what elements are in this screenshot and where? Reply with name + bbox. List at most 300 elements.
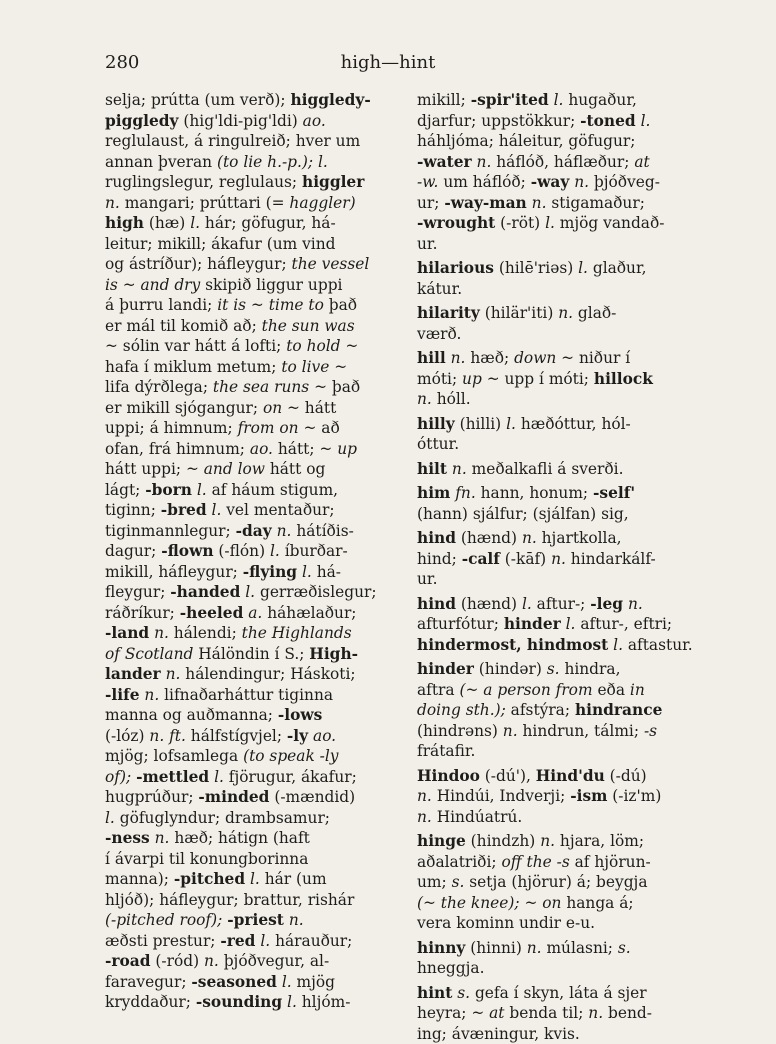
text-line [417, 680, 719, 701]
definition-text: ing; ávæningur, kvis. [417, 1025, 580, 1043]
definition-text: skipið liggur uppi [200, 276, 342, 294]
text-line [417, 279, 719, 300]
italic-text: of Scotland [105, 645, 193, 663]
definition-text: selja; prútta (um verð); [105, 91, 290, 109]
definition-text: glaður, [588, 259, 647, 277]
definition-text: um háflóð; [438, 173, 530, 191]
text-line [417, 369, 719, 390]
italic-text: l. [245, 583, 255, 601]
definition-text: lágt; [105, 481, 145, 499]
headword: -water [417, 153, 472, 171]
text-line [105, 541, 405, 562]
italic-text: n. [144, 686, 159, 704]
definition-text: setja (hjörur) á; beygja [464, 873, 647, 891]
definition-text: af háum stigum, [207, 481, 338, 499]
italic-text: l. [554, 91, 564, 109]
definition-text: mangari; prúttari ( [120, 194, 272, 212]
text-line [417, 549, 719, 570]
definition-text: (hænd) [456, 529, 522, 547]
definition-text: að [316, 419, 339, 437]
definition-text: stigamaður; [546, 194, 644, 212]
text-line [105, 275, 405, 296]
headword: hinder [417, 660, 474, 678]
italic-text: n. [522, 529, 537, 547]
text-line [105, 828, 405, 849]
text-line [105, 562, 405, 583]
text-line [105, 623, 405, 644]
headword: hilarious [417, 259, 494, 277]
headword: hilarity [417, 304, 480, 322]
italic-text: n. [574, 173, 589, 191]
headword: -ism [570, 787, 607, 805]
headword: hinge [417, 832, 466, 850]
definition-text: ur. [417, 570, 437, 588]
text-line [417, 213, 719, 234]
italic-text: l. [270, 542, 280, 560]
headword: -flying [243, 563, 297, 581]
italic-text: n. [417, 808, 432, 826]
text-line [105, 808, 405, 829]
text-line [105, 869, 405, 890]
text-line [417, 414, 719, 435]
text-line [417, 700, 719, 721]
headword: Hind'du [536, 767, 605, 785]
text-line [105, 746, 405, 767]
left-column [105, 90, 405, 1013]
headword: -leg [590, 595, 623, 613]
italic-text: l. [190, 214, 200, 232]
definition-text: (-mændid) [269, 788, 355, 806]
italic-text: l. [214, 768, 224, 786]
definition-text: hindrun, tálmi; [518, 722, 644, 740]
definition-text: aftra [417, 681, 459, 699]
text-line [105, 767, 405, 788]
definition-text: ráðríkur; [105, 604, 180, 622]
text-line [417, 807, 719, 828]
definition-text: tiginmannlegur; [105, 522, 236, 540]
text-line [417, 766, 719, 787]
italic-text: at [634, 153, 649, 171]
italic-text: (-pitched roof); [105, 911, 222, 929]
italic-text: l. [105, 809, 115, 827]
definition-text: hanga á; [561, 894, 633, 912]
italic-text: n. [166, 665, 181, 683]
definition-text: eða [593, 681, 630, 699]
headword: -mettled [136, 768, 209, 786]
definition-text: tiginn; [105, 501, 161, 519]
definition-text: heyra; [417, 1004, 471, 1022]
definition-text: um; [417, 873, 452, 891]
italic-text: ~ at [471, 1004, 504, 1022]
definition-text: (hæ) [144, 214, 190, 232]
definition-text: múlasni; [542, 939, 618, 957]
definition-text: (hilē'riəs) [494, 259, 578, 277]
definition-text: móti; [417, 370, 462, 388]
headword: -land [105, 624, 149, 642]
text-line [417, 348, 719, 369]
text-line [417, 893, 719, 914]
text-line [105, 193, 405, 214]
italic-text: l. [197, 481, 207, 499]
definition-text: hann, honum; [476, 484, 593, 502]
headword: -calf [462, 550, 500, 568]
definition-text: frátafir. [417, 742, 475, 760]
text-line [105, 705, 405, 726]
text-line [105, 254, 405, 275]
headword: -minded [198, 788, 269, 806]
italic-text: -s [644, 722, 657, 740]
definition-text: (-flón) [214, 542, 270, 560]
definition-text: (-dú'), [480, 767, 536, 785]
definition-text: hjara, löm; [555, 832, 644, 850]
italic-text: s. [547, 660, 560, 678]
italic-text: n. [277, 522, 292, 540]
definition-text: aftastur. [623, 636, 693, 654]
headword: -road [105, 952, 151, 970]
headword: -way-man [444, 194, 526, 212]
definition-text: værð. [417, 325, 461, 343]
headword: -self' [593, 484, 635, 502]
italic-text: l. [260, 932, 270, 950]
italic-text: off the -s [501, 853, 569, 871]
italic-text: on ~ [263, 399, 300, 417]
text-line [417, 1024, 719, 1044]
definition-text: fleygur; [105, 583, 170, 601]
text-line [105, 603, 405, 624]
italic-text: n. [558, 304, 573, 322]
definition-text: æðsti prestur; [105, 932, 220, 950]
headword: -red [220, 932, 255, 950]
definition-text: hátt og [265, 460, 325, 478]
definition-text: annan þveran [105, 153, 217, 171]
text-line [105, 972, 405, 993]
definition-text: fjörugur, ákafur; [224, 768, 357, 786]
italic-text: n. [588, 1004, 603, 1022]
definition-text: af hjörun- [570, 853, 651, 871]
italic-text: n. [452, 460, 467, 478]
definition-text: hátt; [273, 440, 319, 458]
headword: High- [309, 645, 358, 663]
headword: -way [531, 173, 570, 191]
definition-text: hár; göfugur, há- [200, 214, 336, 232]
italic-text: the vessel [292, 255, 370, 273]
text-line [105, 213, 405, 234]
definition-text: hæðóttur, hól- [516, 415, 631, 433]
text-line [417, 434, 719, 455]
text-line [417, 172, 719, 193]
definition-text: hindra, [560, 660, 621, 678]
text-line [105, 418, 405, 439]
definition-text: gerræðislegur; [255, 583, 376, 601]
text-line [417, 852, 719, 873]
italic-text: n. [417, 390, 432, 408]
headword: hind [417, 595, 456, 613]
headword: -life [105, 686, 140, 704]
text-line [105, 890, 405, 911]
definition-text: manna); [105, 870, 174, 888]
text-line [105, 131, 405, 152]
headword: -ly [287, 727, 308, 745]
definition-text: á þurru landi; [105, 296, 217, 314]
definition-text: Hálöndin í S.; [193, 645, 309, 663]
text-line [105, 992, 405, 1013]
italic-text: n. [155, 829, 170, 847]
italic-text: s. [618, 939, 631, 957]
headword: -pitched [174, 870, 245, 888]
text-line [105, 664, 405, 685]
definition-text: það [324, 296, 357, 314]
definition-text: hátíðis- [291, 522, 353, 540]
definition-text: (hænd) [456, 595, 522, 613]
definition-text: ofan, frá himnum; [105, 440, 250, 458]
headword: hinny [417, 939, 465, 957]
definition-text: hljóm- [297, 993, 351, 1011]
italic-text: down ~ [514, 349, 574, 367]
headword: high [105, 214, 144, 232]
headword: -ness [105, 829, 150, 847]
definition-text: (-kāf) [500, 550, 551, 568]
definition-text: þjóðvegur, al- [219, 952, 329, 970]
definition-text: göfuglyndur; drambsamur; [115, 809, 330, 827]
definition-text: niður í [574, 349, 630, 367]
text-line [417, 983, 719, 1004]
definition-text: lifa dýrðlega; [105, 378, 213, 396]
italic-text: a. [248, 604, 262, 622]
text-line [105, 931, 405, 952]
definition-text: lifnaðarháttur tiginna [159, 686, 333, 704]
italic-text: (~ a person from [459, 681, 592, 699]
headword: higgledy- [290, 91, 370, 109]
page-header [0, 52, 776, 78]
definition-text: upp í móti; [500, 370, 594, 388]
definition-text: hárauður; [270, 932, 352, 950]
definition-text: íburðar- [280, 542, 348, 560]
italic-text: to hold ~ [286, 337, 358, 355]
text-line [105, 582, 405, 603]
text-line [105, 910, 405, 931]
definition-text: (-lóz) [105, 727, 149, 745]
italic-text: = haggler) [272, 194, 356, 212]
italic-text: n. ft. [149, 727, 185, 745]
text-line [105, 726, 405, 747]
definition-text: glað- [573, 304, 616, 322]
headword: -day [236, 522, 272, 540]
definition-text: dagur; [105, 542, 161, 560]
definition-text: hálendi; [169, 624, 242, 642]
text-line [417, 459, 719, 480]
definition-text: hneggja. [417, 959, 484, 977]
headword: -seasoned [191, 973, 277, 991]
text-line [105, 172, 405, 193]
definition-text: (-röt) [495, 214, 545, 232]
headword: hind [417, 529, 456, 547]
italic-text: n. [551, 550, 566, 568]
italic-text: l. [578, 259, 588, 277]
definition-text: er mál til komið að; [105, 317, 262, 335]
text-line [105, 398, 405, 419]
definition-text: (hinni) [465, 939, 526, 957]
definition-text: benda til; [504, 1004, 588, 1022]
headword: -spir'ited [471, 91, 549, 109]
italic-text: n. [540, 832, 555, 850]
italic-text: l. [250, 870, 260, 888]
italic-text: is ~ and dry [105, 276, 200, 294]
headword: -wrought [417, 214, 495, 232]
text-line [105, 849, 405, 870]
headword: hint [417, 984, 452, 1002]
text-line [105, 234, 405, 255]
text-line [105, 377, 405, 398]
definition-text: (-iz'm) [607, 787, 661, 805]
definition-text: hálendingur; Háskoti; [180, 665, 355, 683]
definition-text: háhljóma; háleitur, göfugur; [417, 132, 635, 150]
definition-text: mikill, háfleygur; [105, 563, 243, 581]
headword: -lows [278, 706, 322, 724]
definition-text: er mikill sjógangur; [105, 399, 263, 417]
text-line [417, 938, 719, 959]
definition-text: hálfstígvjel; [186, 727, 287, 745]
definition-text: það [327, 378, 360, 396]
definition-text: vel mentaður; [221, 501, 334, 519]
headword: -sounding [196, 993, 282, 1011]
definition-text: Hindúatrú. [432, 808, 522, 826]
headword: hindrance [575, 701, 662, 719]
definition-text: Hindúi, Indverji; [432, 787, 570, 805]
text-line [417, 504, 719, 525]
definition-text: manna og auðmanna; [105, 706, 278, 724]
definition-text: hátt [300, 399, 336, 417]
text-line [105, 521, 405, 542]
headword: lander [105, 665, 161, 683]
headword: hill [417, 349, 446, 367]
italic-text: n. [289, 911, 304, 929]
text-line [417, 594, 719, 615]
italic-text: n. [527, 939, 542, 957]
italic-text: n. [477, 153, 492, 171]
definition-text: meðalkafli á sverði. [467, 460, 624, 478]
italic-text: l. [545, 214, 555, 232]
headword: -handed [170, 583, 240, 601]
text-line [105, 459, 405, 480]
italic-text: ~ on [524, 894, 561, 912]
headword: Hindoo [417, 767, 480, 785]
definition-text: hátt uppi; [105, 460, 186, 478]
definition-text: (hann) sjálfur; (sjálfan) sig, [417, 505, 629, 523]
definition-text: hugaður, [563, 91, 636, 109]
italic-text: n. [417, 787, 432, 805]
headword: -bred [161, 501, 207, 519]
italic-text: n. [154, 624, 169, 642]
text-line [105, 500, 405, 521]
definition-text: bend- [603, 1004, 652, 1022]
definition-text: hæð; [465, 349, 514, 367]
italic-text: (to lie h.-p.); l. [217, 153, 328, 171]
italic-text: ao. [250, 440, 273, 458]
definition-text: reglulaust, á ringulreið; hver um [105, 132, 360, 150]
headword: hillock [594, 370, 653, 388]
definition-text: (hindər) [474, 660, 547, 678]
definition-text: (hindrəns) [417, 722, 503, 740]
italic-text: up ~ [462, 370, 500, 388]
definition-text: hjartkolla, [537, 529, 622, 547]
definition-text: (hindzh) [466, 832, 540, 850]
headword: higgler [302, 173, 364, 191]
italic-text: l. [522, 595, 532, 613]
text-line [417, 569, 719, 590]
italic-text: ~ up [319, 440, 357, 458]
text-line [105, 951, 405, 972]
text-line [105, 644, 405, 665]
text-line [417, 913, 719, 934]
italic-text: (to speak -ly [243, 747, 338, 765]
italic-text: -w. [417, 173, 438, 191]
italic-text: n. [204, 952, 219, 970]
text-line [417, 635, 719, 656]
definition-text: háhælaður; [262, 604, 356, 622]
definition-text: aftur-; [532, 595, 591, 613]
definition-text: háflóð, háflæður; [491, 153, 634, 171]
text-line [105, 295, 405, 316]
text-line [417, 614, 719, 635]
italic-text: l. [287, 993, 297, 1011]
text-line [105, 111, 405, 132]
italic-text: l. [613, 636, 623, 654]
definition-text: afstýra; [506, 701, 575, 719]
running-head: high—hint [0, 52, 776, 73]
headword: -toned [580, 112, 636, 130]
definition-text: mikill; [417, 91, 471, 109]
italic-text: n. [503, 722, 518, 740]
definition-text: í ávarpi til konungborinna [105, 850, 308, 868]
text-line [105, 439, 405, 460]
definition-text: óttur. [417, 435, 459, 453]
text-line [105, 90, 405, 111]
definition-text: afturfótur; [417, 615, 504, 633]
text-line [105, 336, 405, 357]
text-line [417, 1003, 719, 1024]
headword: -heeled [180, 604, 244, 622]
text-line [417, 659, 719, 680]
headword: hinder [504, 615, 561, 633]
definition-text: (hilär'iti) [480, 304, 558, 322]
definition-text: (hig'ldi-pig'ldi) [178, 112, 302, 130]
italic-text: doing sth.); [417, 701, 506, 719]
text-line [417, 786, 719, 807]
headword: -priest [227, 911, 284, 929]
text-line [417, 528, 719, 549]
italic-text: l. [302, 563, 312, 581]
headword: hindermost, hindmost [417, 636, 608, 654]
headword: hilly [417, 415, 455, 433]
text-line [417, 389, 719, 410]
text-line [417, 721, 719, 742]
italic-text: l. [506, 415, 516, 433]
definition-text: faravegur; [105, 973, 191, 991]
definition-text: hæð; hátign (haft [169, 829, 309, 847]
italic-text: l. [212, 501, 222, 519]
definition-text: aðalatriði; [417, 853, 501, 871]
text-line [105, 787, 405, 808]
definition-text: (-dú) [605, 767, 647, 785]
definition-text: þjóðveg- [589, 173, 660, 191]
italic-text: to live ~ [281, 358, 347, 376]
definition-text: (hilli) [455, 415, 506, 433]
italic-text: ~ and low [186, 460, 265, 478]
definition-text: hafa í miklum metum; [105, 358, 281, 376]
definition-text: (-ród) [151, 952, 204, 970]
definition-text: kátur. [417, 280, 462, 298]
definition-text: ur; [417, 194, 444, 212]
